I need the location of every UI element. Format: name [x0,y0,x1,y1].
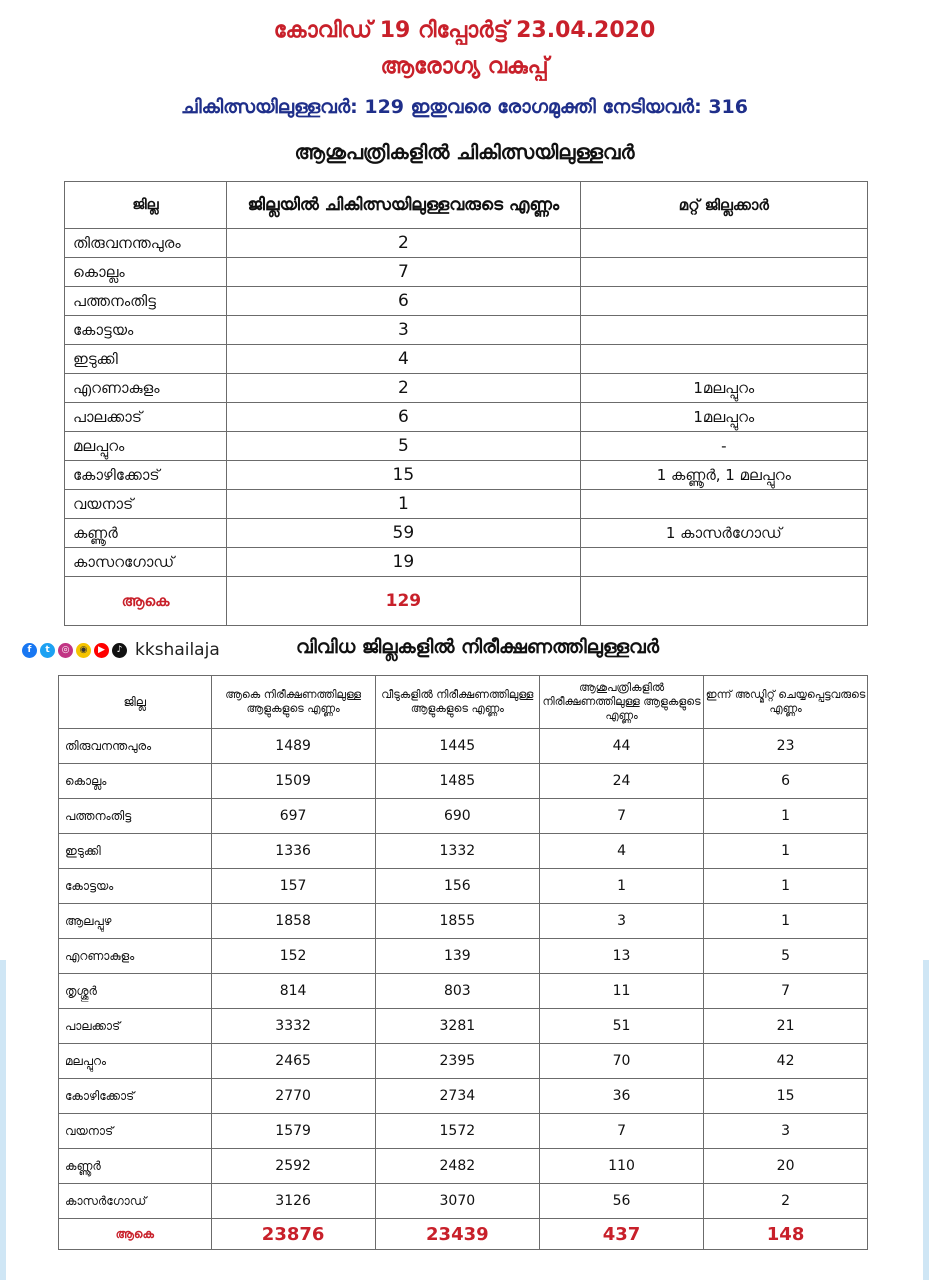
district-cell: കാസറഗോഡ് [65,548,227,577]
hospital-observation-cell: 3 [539,904,703,939]
table-row [59,729,868,764]
total-observation-cell: 3332 [211,1009,375,1044]
home-observation-cell: 139 [375,939,539,974]
hospital-observation-cell: 56 [539,1184,703,1219]
hospital-observation-cell: 11 [539,974,703,1009]
table-row [65,490,868,519]
table-header-row [65,182,868,229]
home-observation-cell: 803 [375,974,539,1009]
district-cell: കൊല്ലം [65,258,227,287]
total-observation-cell: 2770 [211,1079,375,1114]
admitted-today-cell: 1 [704,834,868,869]
table-row [59,869,868,904]
other-district-cell: 1 കണ്ണൂർ, 1 മലപ്പുറം [580,461,867,490]
hospital-treatment-table [64,181,868,626]
home-observation-cell: 1485 [375,764,539,799]
header-district: ജില്ല [59,676,212,729]
hospital-observation-cell: 110 [539,1149,703,1184]
district-cell: എറണാകുളം [65,374,227,403]
admitted-today-cell: 2 [704,1184,868,1219]
count-cell: 1 [227,490,581,519]
district-cell: കോഴിക്കോട് [65,461,227,490]
district-cell: കണ്ണൂർ [59,1149,212,1184]
count-cell: 6 [227,287,581,316]
count-cell: 4 [227,345,581,374]
admitted-today-cell: 5 [704,939,868,974]
total-hospital-observation-cell: 437 [539,1219,703,1250]
table-row [65,403,868,432]
other-district-cell [580,490,867,519]
district-cell: എറണാകുളം [59,939,212,974]
hospital-observation-cell: 70 [539,1044,703,1079]
table-row [59,764,868,799]
instagram-icon: ◎ [58,643,73,658]
table-row [59,1079,868,1114]
table-row [65,258,868,287]
home-observation-cell: 2734 [375,1079,539,1114]
other-district-cell [580,258,867,287]
other-district-cell: - [580,432,867,461]
social-handle: kkshailaja [135,640,220,660]
district-cell: കോട്ടയം [59,869,212,904]
table-row [65,519,868,548]
table-row [65,432,868,461]
admitted-today-cell: 7 [704,974,868,1009]
count-cell: 15 [227,461,581,490]
district-cell: പത്തനംതിട്ട [59,799,212,834]
header-district: ജില്ല [65,182,227,229]
snapchat-icon: ◉ [76,643,91,658]
table-row [65,345,868,374]
hospital-observation-cell: 44 [539,729,703,764]
table-row [59,799,868,834]
table-row [59,834,868,869]
hospital-observation-cell: 24 [539,764,703,799]
other-district-cell: 1മലപ്പുറം [580,374,867,403]
count-cell: 59 [227,519,581,548]
count-cell: 19 [227,548,581,577]
table-row [59,1184,868,1219]
total-row [65,577,868,626]
total-observation-cell: 3126 [211,1184,375,1219]
twitter-icon: t [40,643,55,658]
left-edge-strip [0,960,6,1280]
hospital-observation-cell: 7 [539,799,703,834]
table-row [65,316,868,345]
total-home-observation-cell: 23439 [375,1219,539,1250]
total-observation-cell: 157 [211,869,375,904]
hospital-observation-cell: 13 [539,939,703,974]
home-observation-cell: 3281 [375,1009,539,1044]
table-row [59,1149,868,1184]
report-title: കോവിഡ് 19 റിപ്പോർട്ട് 23.04.2020 [273,18,656,43]
home-observation-cell: 1572 [375,1114,539,1149]
table-row [59,1114,868,1149]
district-cell: പത്തനംതിട്ട [65,287,227,316]
count-cell: 6 [227,403,581,432]
summary-line: ചികിത്സയിലുള്ളവർ: 129 ഇതുവരെ രോഗമുക്തി നേടിയവർ: 316 [181,96,748,118]
other-district-cell [580,287,867,316]
table1-title: ആശുപത്രികളിൽ ചികിത്സയിലുള്ളവർ [294,140,635,164]
other-district-cell: 1 കാസർഗോഡ് [580,519,867,548]
admitted-today-cell: 6 [704,764,868,799]
header-admitted-today: ഇന്ന് അഡ്മിറ്റ് ചെയ്യപ്പെട്ടവരുടെ എണ്ണം [704,676,868,729]
table-row [59,939,868,974]
home-observation-cell: 156 [375,869,539,904]
total-observation-cell: 152 [211,939,375,974]
total-observation-cell: 814 [211,974,375,1009]
hospital-observation-cell: 36 [539,1079,703,1114]
admitted-today-cell: 1 [704,904,868,939]
total-district-cell: ആകെ [59,1219,212,1250]
district-cell: വയനാട് [59,1114,212,1149]
district-cell: മലപ്പുറം [59,1044,212,1079]
header-total-observation: ആകെ നിരീക്ഷണത്തിലുള്ള ആളുകളുടെ എണ്ണം [211,676,375,729]
home-observation-cell: 1445 [375,729,539,764]
admitted-today-cell: 1 [704,869,868,904]
admitted-today-cell: 15 [704,1079,868,1114]
district-cell: വയനാട് [65,490,227,519]
youtube-icon: ▶ [94,643,109,658]
total-observation-cell: 697 [211,799,375,834]
table-row [59,974,868,1009]
total-observation-cell: 1489 [211,729,375,764]
other-district-cell: 1മലപ്പുറം [580,403,867,432]
district-cell: ഇടുക്കി [65,345,227,374]
right-edge-strip [923,960,929,1280]
table-row [65,461,868,490]
total-observation-cell: 1509 [211,764,375,799]
count-cell: 5 [227,432,581,461]
admitted-today-cell: 20 [704,1149,868,1184]
admitted-today-cell: 21 [704,1009,868,1044]
district-cell: മലപ്പുറം [65,432,227,461]
district-cell: ആലപ്പുഴ [59,904,212,939]
total-observation-cell: 2592 [211,1149,375,1184]
total-observation-cell: 1858 [211,904,375,939]
count-cell: 2 [227,374,581,403]
other-district-cell [580,345,867,374]
other-district-cell [580,229,867,258]
table-row [59,904,868,939]
department-title: ആരോഗ്യ വകുപ്പ് [380,54,549,79]
table2-title: വിവിധ ജില്ലകളിൽ നിരീക്ഷണത്തിലുള്ളവർ [296,636,660,658]
table-header-row [59,676,868,729]
total-observation-cell: 1579 [211,1114,375,1149]
hospital-observation-cell: 1 [539,869,703,904]
home-observation-cell: 3070 [375,1184,539,1219]
total-district-cell: ആകെ [65,577,227,626]
table-row [65,229,868,258]
header-hospital-observation: ആശുപത്രികളിൽ നിരീക്ഷണത്തിലുള്ള ആളുകളുടെ എണ്ണം [539,676,703,729]
social-media-bar [22,640,220,660]
district-cell: ഇടുക്കി [59,834,212,869]
district-cell: കണ്ണൂർ [65,519,227,548]
total-admitted-today-cell: 148 [704,1219,868,1250]
hospital-observation-cell: 7 [539,1114,703,1149]
total-total-observation-cell: 23876 [211,1219,375,1250]
header-count: ജില്ലയിൽ ചികിത്സയിലുള്ളവരുടെ എണ്ണം [227,182,581,229]
count-cell: 7 [227,258,581,287]
district-cell: പാലക്കാട് [59,1009,212,1044]
home-observation-cell: 2395 [375,1044,539,1079]
table-row [65,374,868,403]
header-other-district: മറ്റ് ജില്ലക്കാർ [580,182,867,229]
other-district-cell [580,548,867,577]
district-cell: കാസർഗോഡ് [59,1184,212,1219]
district-cell: തിരുവനന്തപുരം [59,729,212,764]
admitted-today-cell: 42 [704,1044,868,1079]
table-row [65,287,868,316]
admitted-today-cell: 3 [704,1114,868,1149]
district-cell: തൃശ്ശൂർ [59,974,212,1009]
header-home-observation: വീടുകളിൽ നിരീക്ഷണത്തിലുള്ള ആളുകളുടെ എണ്ണം [375,676,539,729]
observation-table [58,675,868,1250]
total-other-district-cell [580,577,867,626]
total-row [59,1219,868,1250]
total-observation-cell: 2465 [211,1044,375,1079]
table-row [59,1044,868,1079]
home-observation-cell: 1855 [375,904,539,939]
home-observation-cell: 690 [375,799,539,834]
home-observation-cell: 2482 [375,1149,539,1184]
home-observation-cell: 1332 [375,834,539,869]
hospital-observation-cell: 4 [539,834,703,869]
other-district-cell [580,316,867,345]
district-cell: തിരുവനന്തപുരം [65,229,227,258]
district-cell: പാലക്കാട് [65,403,227,432]
facebook-icon: f [22,643,37,658]
table-row [59,1009,868,1044]
district-cell: കോട്ടയം [65,316,227,345]
hospital-observation-cell: 51 [539,1009,703,1044]
district-cell: കൊല്ലം [59,764,212,799]
admitted-today-cell: 23 [704,729,868,764]
count-cell: 2 [227,229,581,258]
admitted-today-cell: 1 [704,799,868,834]
district-cell: കോഴിക്കോട് [59,1079,212,1114]
total-observation-cell: 1336 [211,834,375,869]
table-row [65,548,868,577]
tiktok-icon: ♪ [112,643,127,658]
total-count-cell: 129 [227,577,581,626]
count-cell: 3 [227,316,581,345]
